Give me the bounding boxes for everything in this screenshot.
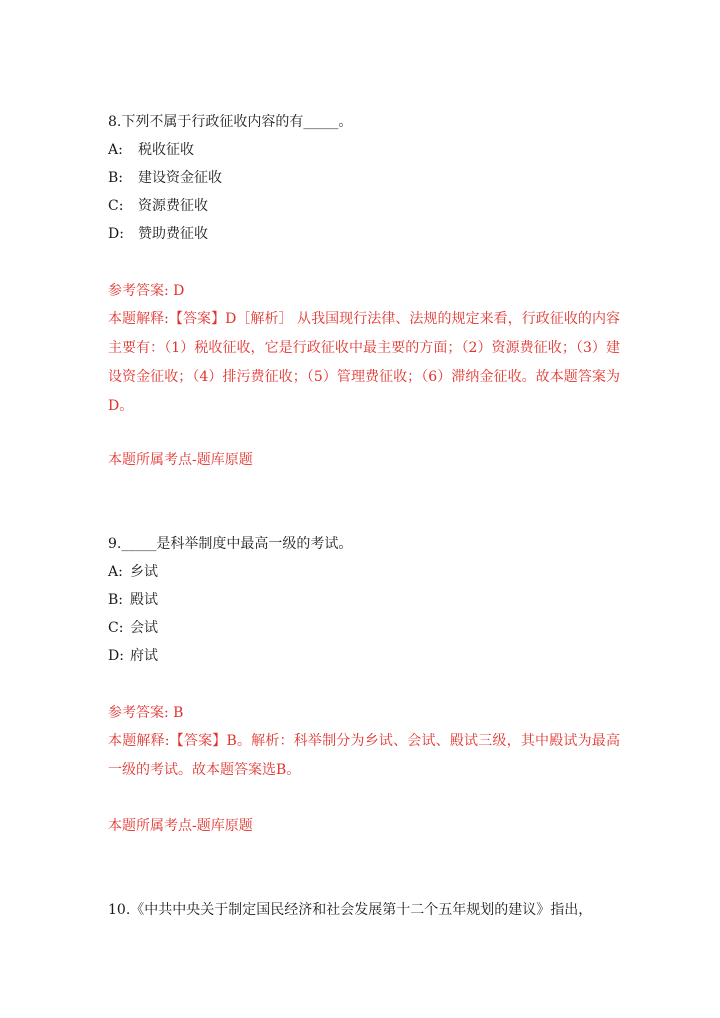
question-9-stem: 9._____是科举制度中最高一级的考试。 bbox=[108, 536, 353, 552]
question-9-option-d bbox=[108, 646, 158, 666]
question-9-option-c bbox=[108, 618, 158, 638]
question-8-option-d bbox=[108, 224, 208, 244]
question-9-answer: 参考答案: B bbox=[108, 705, 184, 721]
option-text: 府试 bbox=[130, 648, 158, 664]
option-text: 赞助费征收 bbox=[138, 226, 208, 242]
question-8-source: 本题所属考点-题库原题 bbox=[108, 452, 253, 468]
option-key: C: bbox=[108, 198, 124, 214]
option-key: B: bbox=[108, 592, 124, 608]
option-key: C: bbox=[108, 620, 124, 636]
question-8-answer: 参考答案: D bbox=[108, 283, 185, 299]
option-text: 税收征收 bbox=[138, 142, 194, 158]
option-key: A: bbox=[108, 142, 123, 158]
question-9-option-b bbox=[108, 590, 158, 610]
question-8-option-c bbox=[108, 196, 208, 216]
option-text: 资源费征收 bbox=[138, 198, 208, 214]
option-text: 殿试 bbox=[130, 592, 158, 608]
question-8-stem: 8.下列不属于行政征收内容的有_____。 bbox=[108, 114, 353, 130]
option-key: A: bbox=[108, 564, 123, 580]
question-8-option-a bbox=[108, 140, 194, 160]
option-text: 乡试 bbox=[130, 564, 158, 580]
option-text: 建设资金征收 bbox=[138, 170, 222, 186]
option-key: D: bbox=[108, 648, 124, 664]
option-key: D: bbox=[108, 226, 124, 242]
question-8-option-b bbox=[108, 168, 222, 188]
question-8-explanation: 本题解释:【答案】D［解析］ 从我国现行法律、法规的规定来看，行政征收的内容主要有：（1）税收征收，它是行政征收中最主要的方面；（2）资源费征收；（3）建设资金征收；（4）排污费征收；（5）管理费征收；（6）滞纳金征收。故本题答案为D。 bbox=[108, 311, 620, 414]
question-9-explanation: 本题解释:【答案】B。解析：科举制分为乡试、会试、殿试三级，其中殿试为最高一级的考试。故本题答案选B。 bbox=[108, 733, 620, 778]
option-text: 会试 bbox=[130, 620, 158, 636]
option-key: B: bbox=[108, 170, 124, 186]
question-10-stem: 10.《中共中央关于制定国民经济和社会发展第十二个五年规划的建议》指出， bbox=[108, 902, 593, 918]
question-9-source: 本题所属考点-题库原题 bbox=[108, 818, 253, 834]
question-9-option-a bbox=[108, 562, 158, 582]
